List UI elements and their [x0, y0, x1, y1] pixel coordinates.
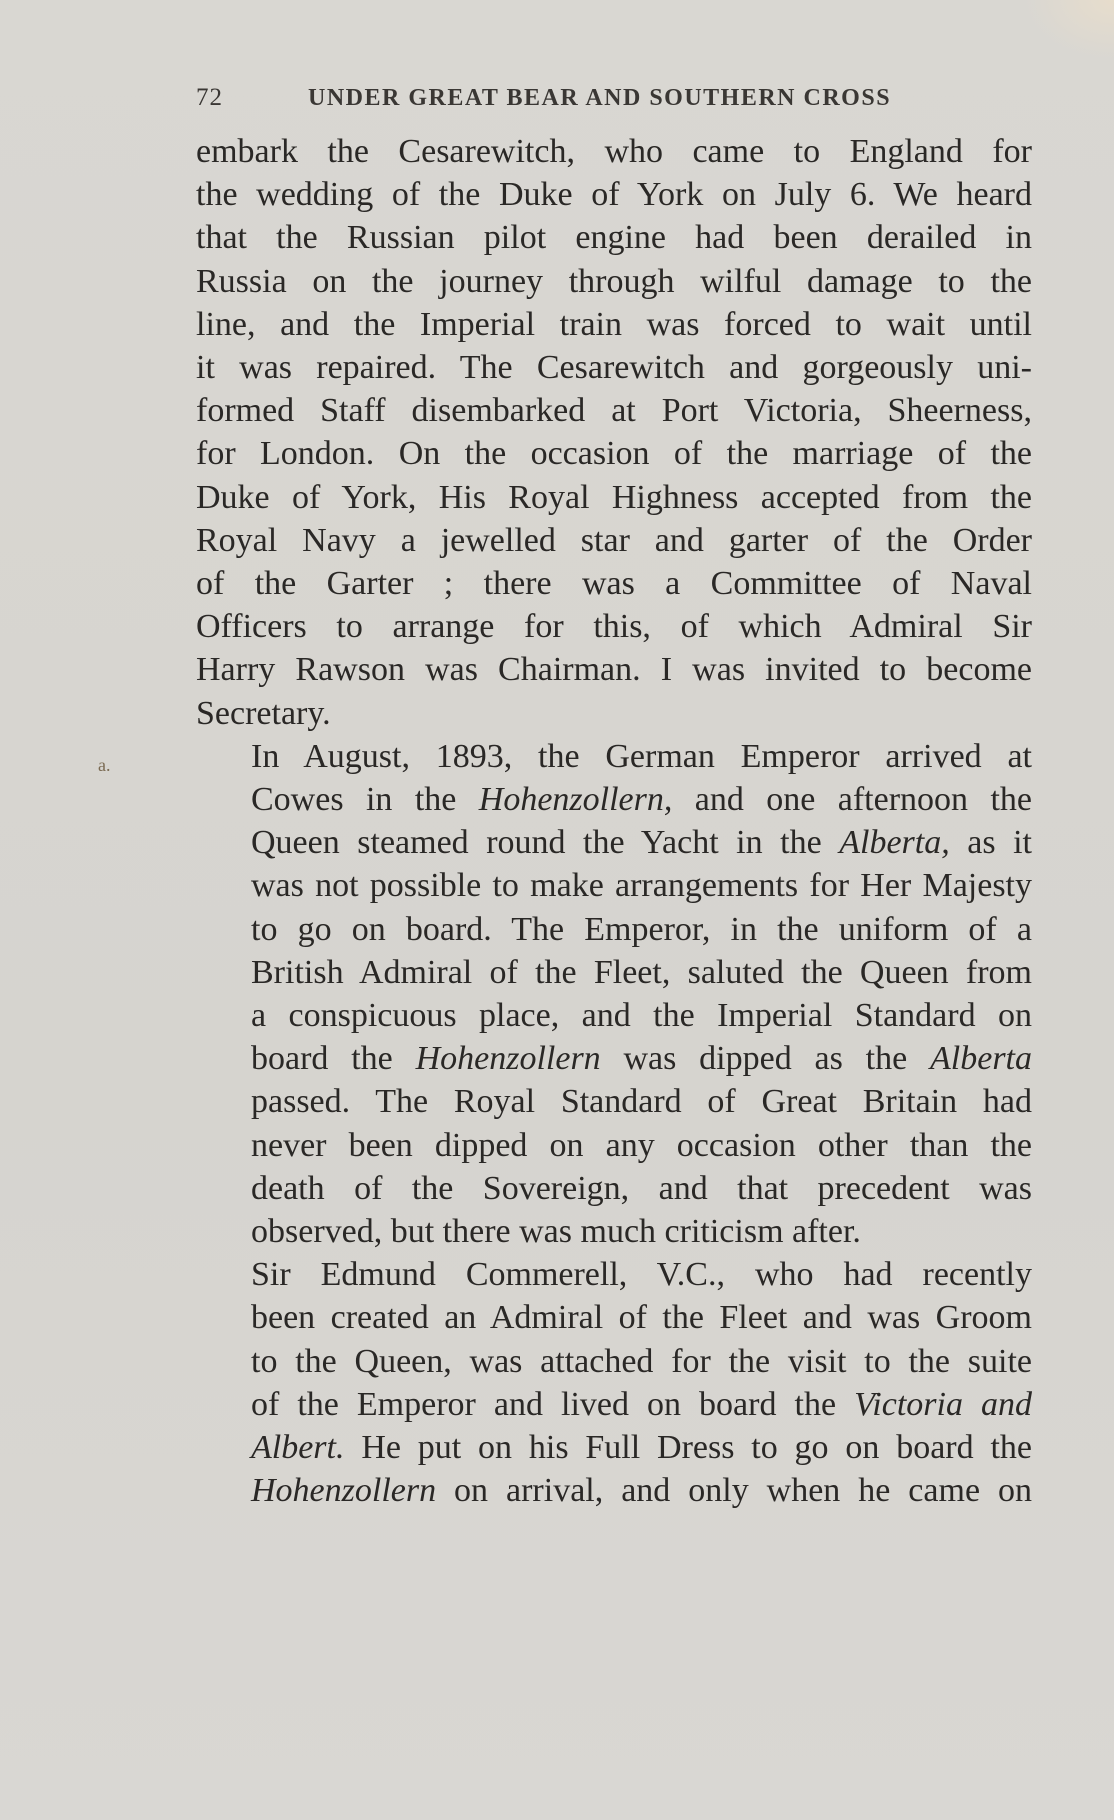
text-line [196, 994, 1032, 1037]
text-line [196, 735, 1032, 778]
text-line [196, 260, 1032, 303]
text-line [196, 648, 1032, 691]
text-run: Russia on the journey through wilful damage to the [196, 262, 1032, 300]
text-line [196, 1124, 1032, 1167]
text-line [196, 1426, 1032, 1469]
running-title: UNDER GREAT BEAR AND SOUTHERN CROSS [308, 85, 892, 111]
text-run: line, and the Imperial train was forced to wait until [196, 305, 1032, 343]
text-line [196, 605, 1032, 648]
book-page [196, 84, 1032, 1513]
paragraph [196, 735, 1032, 1253]
italic-text: Alberta [930, 1040, 1032, 1078]
page-stain [1024, 0, 1114, 60]
text-run: the wedding of the Duke of York on July 6. We heard [196, 176, 1032, 214]
text-run: a conspicuous place, and the Imperial Standard on [251, 997, 1032, 1035]
text-line [196, 432, 1032, 475]
text-line [196, 216, 1032, 259]
text-run: as it [949, 824, 1032, 862]
text-run: and one afternoon the [672, 781, 1032, 819]
text-run: Officers to arrange for this, of which Admiral Sir [196, 608, 1032, 646]
text-line [196, 476, 1032, 519]
text-run: Harry Rawson was Chairman. I was invited to become [196, 651, 1032, 689]
text-line [196, 1340, 1032, 1383]
text-run: Duke of York, His Royal Highness accepted from the [196, 478, 1032, 516]
text-run: In August, 1893, the German Emperor arrived at [251, 737, 1032, 775]
text-run: embark the Cesarewitch, who came to England for [196, 133, 1032, 170]
text-line [196, 1080, 1032, 1123]
text-run: Sir Edmund Commerell, V.C., who had recently [251, 1256, 1032, 1294]
text-line [196, 908, 1032, 951]
text-run: was not possible to make arrangements for Her Majesty [251, 867, 1032, 905]
text-line [196, 951, 1032, 994]
italic-text: Alberta, [839, 824, 950, 862]
text-run: Royal Navy a jewelled star and garter of the Order [196, 521, 1032, 559]
text-line [196, 173, 1032, 216]
text-line [196, 1383, 1032, 1426]
margin-mark: a. [98, 755, 111, 775]
text-run: never been dipped on any occasion other than the [251, 1126, 1032, 1164]
text-line [196, 1296, 1032, 1339]
text-line [196, 864, 1032, 907]
text-run: that the Russian pilot engine had been derailed in [196, 219, 1032, 257]
text-line [196, 130, 1032, 173]
text-line [196, 778, 1032, 821]
text-line [196, 519, 1032, 562]
text-run: to go on board. The Emperor, in the uniform of a [251, 910, 1032, 948]
text-run: British Admiral of the Fleet, saluted the Queen from [251, 953, 1032, 991]
body-text [196, 130, 1032, 1513]
text-line [196, 389, 1032, 432]
text-run: He put on his Full Dress to go on board the [344, 1429, 1032, 1467]
text-run: formed Staff disembarked at Port Victoria, Sheerness, [196, 392, 1032, 430]
text-run: for London. On the occasion of the marriage of the [196, 435, 1032, 473]
text-line [196, 1469, 1032, 1512]
running-head [196, 84, 1032, 124]
text-line [196, 303, 1032, 346]
text-line [196, 821, 1032, 864]
text-run: of the Garter ; there was a Committee of Naval [196, 565, 1032, 603]
text-run: been created an Admiral of the Fleet and was Groom [251, 1299, 1032, 1337]
text-run: Cowes in the [251, 781, 479, 819]
text-run: on arrival, and only when he came on [436, 1472, 1032, 1510]
text-line [196, 1210, 1032, 1253]
text-run: was dipped as the [600, 1040, 931, 1078]
italic-text: Victoria and [854, 1385, 1032, 1423]
text-line [196, 1037, 1032, 1080]
text-run: death of the Sovereign, and that precedent was [251, 1169, 1032, 1207]
text-line [196, 346, 1032, 389]
text-line [196, 562, 1032, 605]
text-run: to the Queen, was attached for the visit to the suite [251, 1342, 1032, 1380]
text-run: passed. The Royal Standard of Great Britain had [251, 1083, 1032, 1121]
italic-text: Hohenzollern [251, 1472, 437, 1510]
italic-text: Hohenzollern [415, 1040, 601, 1078]
text-line [196, 1167, 1032, 1210]
text-run: it was repaired. The Cesarewitch and gorgeously uni- [196, 349, 1032, 387]
text-run: Queen steamed round the Yacht in the [251, 824, 840, 862]
text-run: observed, but there was much criticism after. [251, 1213, 861, 1251]
italic-text: Hohenzollern, [478, 781, 673, 819]
text-line [196, 1253, 1032, 1296]
text-run: Secretary. [196, 694, 331, 732]
paragraph [196, 130, 1032, 735]
page-number: 72 [196, 84, 223, 111]
text-run: board the [251, 1040, 416, 1078]
italic-text: Albert. [251, 1429, 345, 1467]
paragraph [196, 1253, 1032, 1512]
text-run: of the Emperor and lived on board the [251, 1385, 855, 1423]
text-line [196, 692, 1032, 735]
